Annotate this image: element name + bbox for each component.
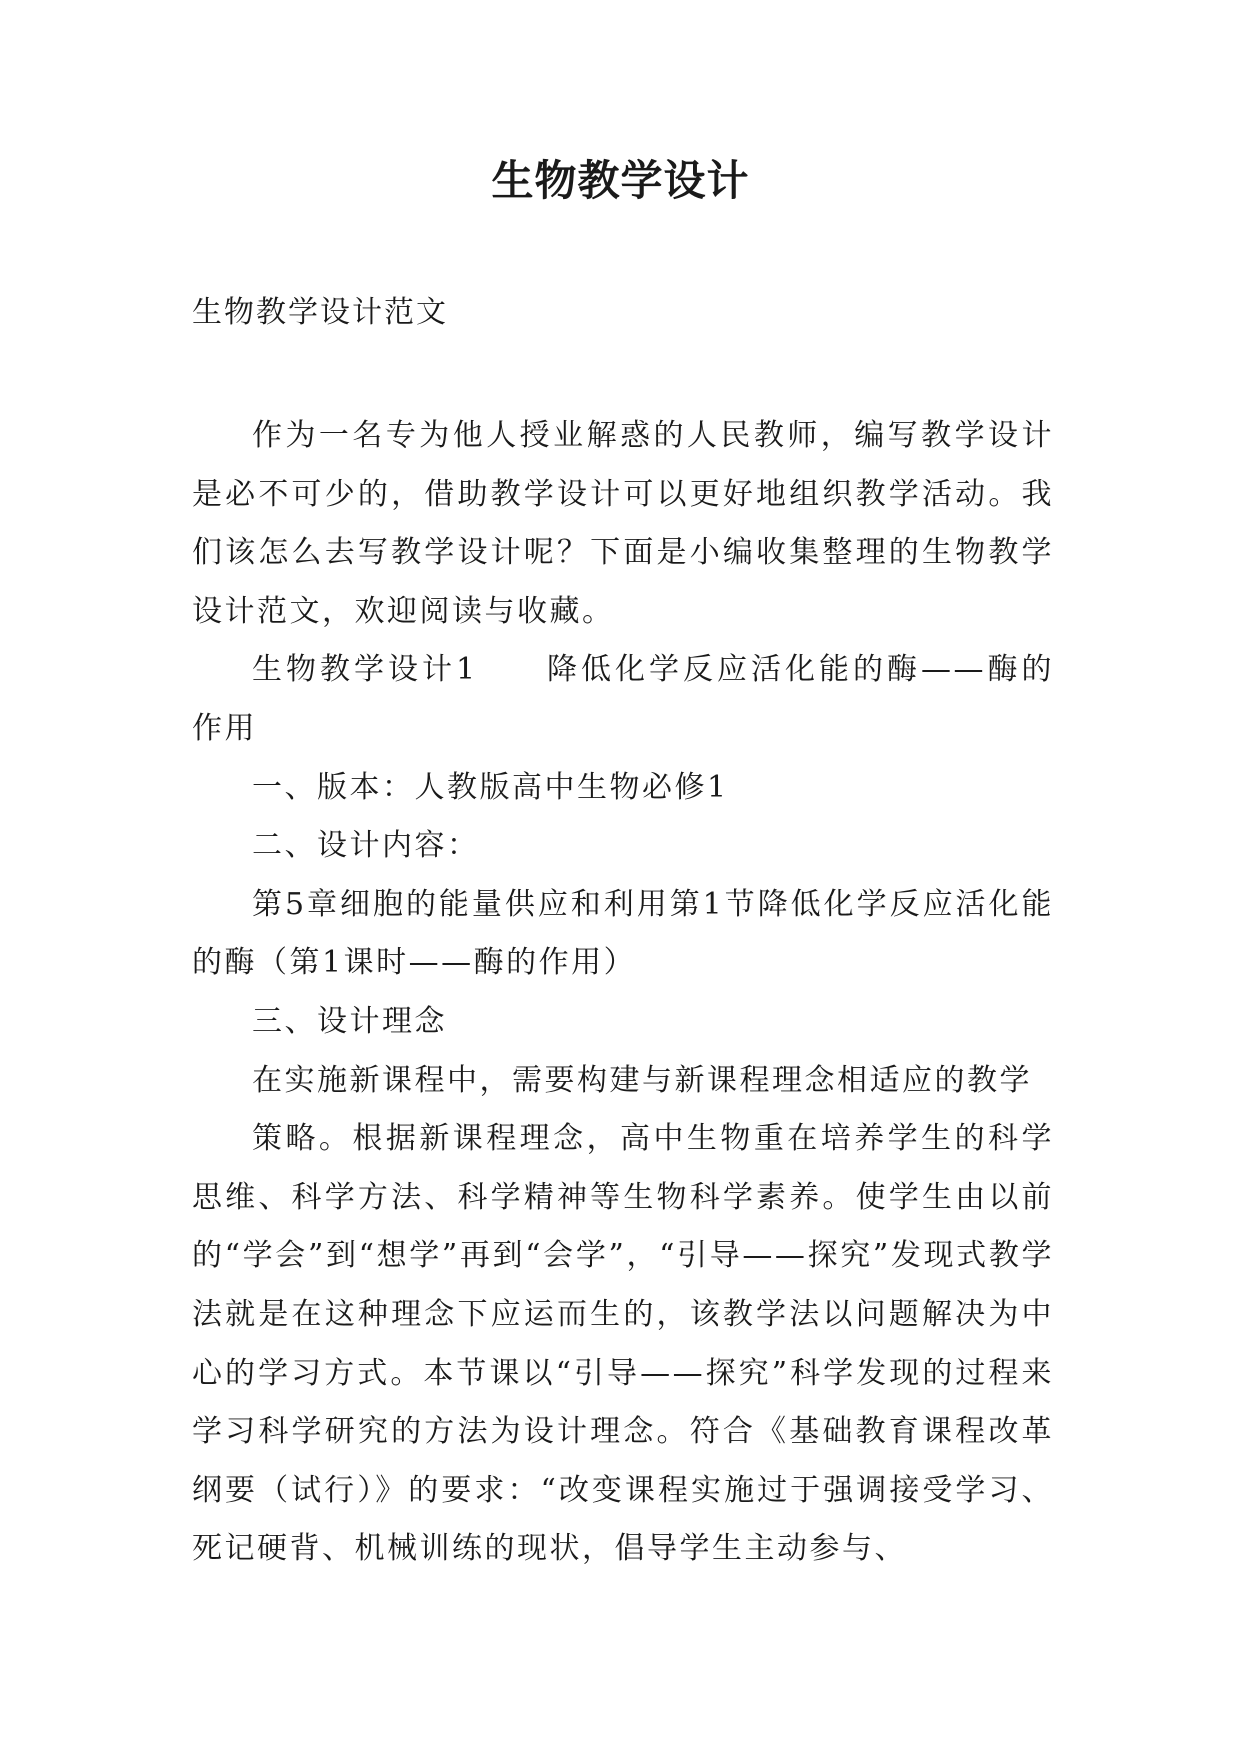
- design-concept-paragraph: 策略。根据新课程理念，高中生物重在培养学生的科学思维、科学方法、科学精神等生物科学素养。使学生由以前的“学会”到“想学”再到“会学”，“引导——探究”发现式教学法就是在这种理念下应运而生的，该教学法以问题解决为中心的学习方式。本节课以“引导——探究”科学发现的过程来学习科学研究的方法为设计理念。符合《基础教育课程改革纲要（试行）》的要求：“改变课程实施过于强调接受学习、死记硬背、机械训练的现状，倡导学生主动参与、: [192, 1121, 1054, 1567]
- intro-paragraph: 作为一名专为他人授业解惑的人民教师，编写教学设计是必不可少的，借助教学设计可以更好地组织教学活动。我们该怎么去写教学设计呢？下面是小编收集整理的生物教学设计范文，欢迎阅读与收藏。: [192, 418, 1054, 629]
- document-body: [192, 407, 1054, 1579]
- section-heading-topic: 降低化学反应活化能的酶——酶的作用: [192, 652, 1054, 746]
- design-content-paragraph: 第5章细胞的能量供应和利用第1节降低化学反应活化能的酶（第1课时——酶的作用）: [192, 886, 1054, 981]
- section-heading-label: 生物教学设计1: [252, 652, 478, 688]
- design-content-heading: 二、设计内容：: [252, 828, 480, 864]
- document-subtitle: 生物教学设计范文: [192, 295, 448, 330]
- document-title: 生物教学设计: [491, 156, 750, 205]
- section-heading: [192, 641, 1054, 758]
- design-concept-line: 在实施新课程中，需要构建与新课程理念相适应的教学: [252, 1062, 1032, 1098]
- version-paragraph: 一、版本：人教版高中生物必修1: [252, 769, 729, 805]
- design-concept-heading: 三、设计理念: [252, 1003, 447, 1039]
